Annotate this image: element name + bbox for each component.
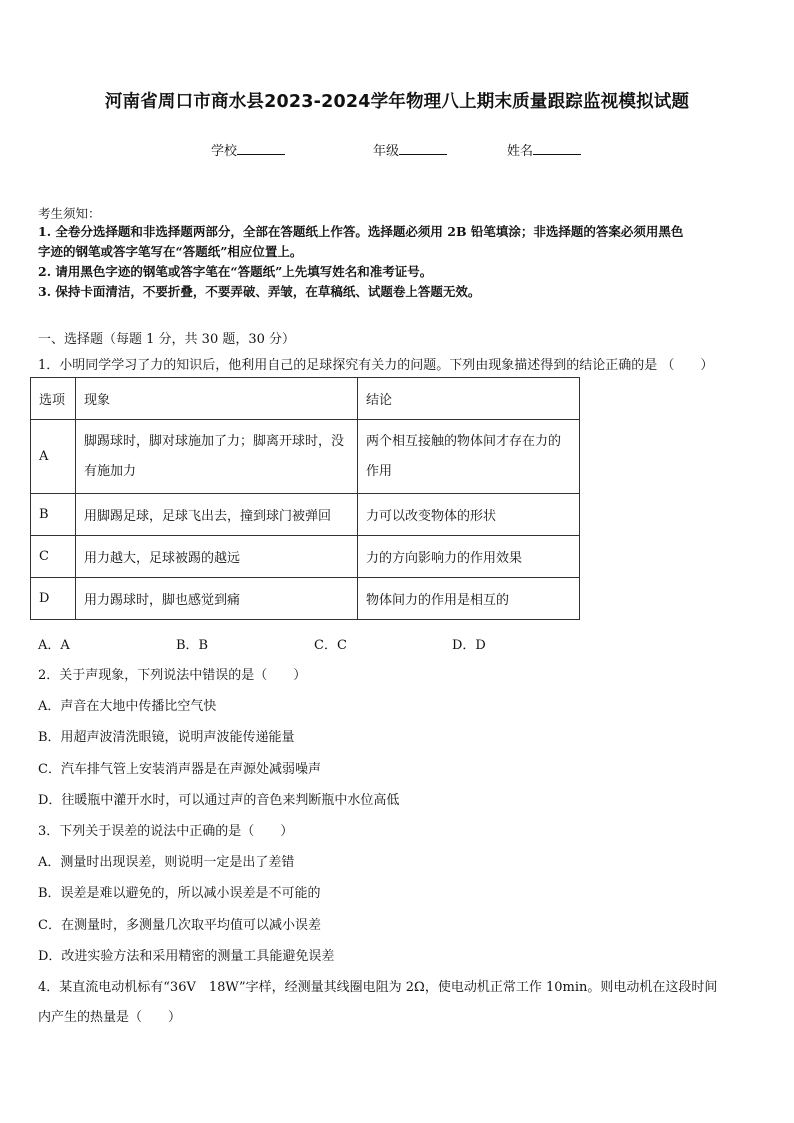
table-row bbox=[31, 420, 580, 494]
exam-title: 河南省周口市商水县2023-2024学年物理八上期末质量跟踪监视模拟试题 bbox=[104, 92, 690, 112]
name-field bbox=[507, 140, 581, 159]
question-3-stem: 3．下列关于误差的说法中正确的是（ ） bbox=[38, 824, 294, 839]
question-4-stem-line1: 4．某直流电动机标有“36V 18W”字样，经测量其线圈电阻为 2Ω，使电动机正常工作 10min。则电动机在这段时间 bbox=[38, 980, 718, 995]
grade-field bbox=[373, 140, 447, 159]
table-cell: 脚踢球时，脚对球施加了力；脚离开球时，没有施加力 bbox=[76, 420, 358, 494]
table-cell: 物体间力的作用是相互的 bbox=[358, 578, 580, 620]
option-c: C．C bbox=[314, 638, 347, 653]
question-4-stem-line2: 内产生的热量是（ ） bbox=[38, 1010, 182, 1025]
table-cell: B bbox=[31, 494, 76, 536]
question-2-option: A．声音在大地中传播比空气快 bbox=[38, 699, 217, 714]
grade-blank bbox=[399, 142, 447, 155]
school-label: 学校 bbox=[211, 144, 238, 159]
question-3-option: D．改进实验方法和采用精密的测量工具能避免误差 bbox=[38, 949, 335, 964]
option-d: D．D bbox=[452, 638, 486, 653]
table-cell: C bbox=[31, 536, 76, 578]
option-b: B．B bbox=[176, 638, 209, 653]
table-cell: 用力越大，足球被踢的越远 bbox=[76, 536, 358, 578]
table-cell: 力可以改变物体的形状 bbox=[358, 494, 580, 536]
question-1-stem: 1．小明同学学习了力的知识后，他利用自己的足球探究有关力的问题。下列由现象描述得到的结论正确的是 （ ） bbox=[38, 358, 714, 373]
table-cell: 用力踢球时，脚也感觉到痛 bbox=[76, 578, 358, 620]
table-cell: A bbox=[31, 420, 76, 494]
school-blank bbox=[237, 142, 285, 155]
table-header-cell: 选项 bbox=[31, 378, 76, 420]
table-cell: 两个相互接触的物体间才存在力的作用 bbox=[358, 420, 580, 494]
table-row bbox=[31, 494, 580, 536]
table-cell: D bbox=[31, 578, 76, 620]
question-2-option: B．用超声波清洗眼镜，说明声波能传递能量 bbox=[38, 730, 295, 745]
question-2-option: C．汽车排气管上安装消声器是在声源处减弱噪声 bbox=[38, 762, 321, 777]
notice-line: 3. 保持卡面清洁，不要折叠，不要弄破、弄皱，在草稿纸、试题卷上答题无效。 bbox=[38, 284, 481, 299]
notice-body bbox=[38, 222, 758, 302]
grade-label: 年级 bbox=[373, 144, 400, 159]
question-3-option: C．在测量时，多测量几次取平均值可以减小误差 bbox=[38, 918, 321, 933]
table-cell: 用脚踢足球，足球飞出去，撞到球门被弹回 bbox=[76, 494, 358, 536]
table-row bbox=[31, 578, 580, 620]
question-3-option: A．测量时出现误差，则说明一定是出了差错 bbox=[38, 855, 295, 870]
name-label: 姓名 bbox=[507, 144, 534, 159]
notice-heading: 考生须知： bbox=[38, 206, 101, 221]
table-row bbox=[31, 536, 580, 578]
name-blank bbox=[533, 142, 581, 155]
notice-line: 1. 全卷分选择题和非选择题两部分，全部在答题纸上作答。选择题必须用 2B 铅笔填涂；非选择题的答案必须用黑色 bbox=[38, 224, 684, 239]
notice-line: 2. 请用黑色字迹的钢笔或答字笔在“答题纸”上先填写姓名和准考证号。 bbox=[38, 264, 433, 279]
option-a: A．A bbox=[38, 638, 70, 653]
question-2-option: D．往暖瓶中灌开水时，可以通过声的音色来判断瓶中水位高低 bbox=[38, 793, 400, 808]
question-1-table bbox=[30, 377, 580, 620]
section-heading: 一、选择题（每题 1 分，共 30 题，30 分） bbox=[38, 332, 296, 347]
question-3-option: B．误差是难以避免的，所以减小误差是不可能的 bbox=[38, 886, 321, 901]
school-field bbox=[211, 140, 285, 159]
table-header-cell: 结论 bbox=[358, 378, 580, 420]
question-2-stem: 2．关于声现象，下列说法中错误的是（ ） bbox=[38, 668, 307, 683]
table-cell: 力的方向影响力的作用效果 bbox=[358, 536, 580, 578]
table-header-cell: 现象 bbox=[76, 378, 358, 420]
table-header-row bbox=[31, 378, 580, 420]
notice-line: 字迹的钢笔或答字笔写在“答题纸”相应位置上。 bbox=[38, 244, 303, 259]
